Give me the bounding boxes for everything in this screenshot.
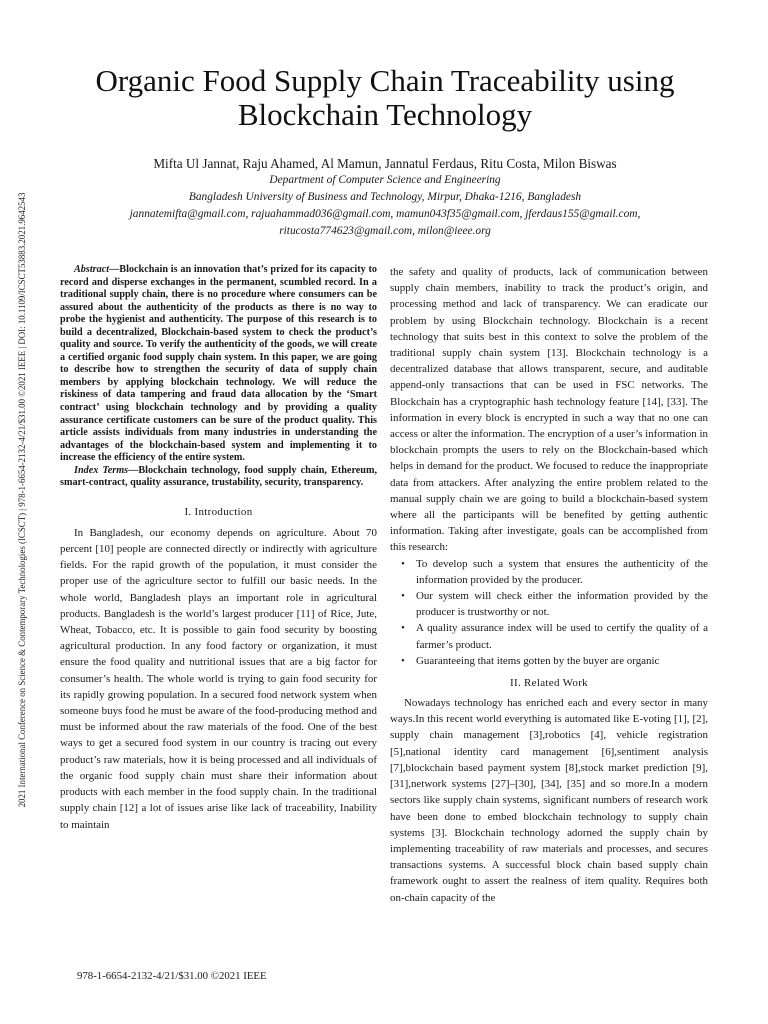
section-heading-introduction: I. Introduction <box>184 505 253 518</box>
department: Department of Computer Science and Engineering <box>269 174 501 186</box>
title-line-1: Organic Food Supply Chain Traceability using <box>95 63 675 98</box>
paper-title <box>70 64 700 132</box>
list-item: • To develop such a system that ensures the authenticity of the information provided by the producer. <box>390 556 708 588</box>
list-item: • Guaranteeing that items gotten by the buyer are organic <box>390 653 708 669</box>
title-line-2: Blockchain Technology <box>237 97 533 132</box>
author-emails-1: jannatemifta@gmail.com, rajuahammad036@gmail.com, mamun043f35@gmail.com, jferdaus155@gmail.com, <box>129 208 641 220</box>
sidebar-citation <box>2 150 42 850</box>
introduction-continued: the safety and quality of products, lack of communication between supply chain members, inability to track the product’s origin, and processing method and lack of transparency. We can eradicate our problem by using Blockchain technology. Blockchain is a recent technology that suits best in this context to solve the problem of the traditional supply chain system [13]. Blockchain technology is a decentralized database that allows transparent, secure, and auditable append-only transactions that can be used in FSC networks. The Blockchain has a cryptographic hash technology feature [14], [33]. The information in every block is encrypted in such a way that no one can access or alter the information. The encryption of a user’s information in blockchain prompts the users to rely on the Blockchain-based which helps in demand for the product. We focused to reduce the inappropriate data from attackers. After analyzing the entire problem related to the manual supply chain we are going to build a blockchain-based system where all the participants will be benefited by getting authentic information. Taking after investigate, goals can be accomplished from this research: <box>390 266 708 554</box>
goals-list <box>390 556 708 669</box>
index-terms <box>60 465 377 490</box>
right-column <box>390 264 708 906</box>
university: Bangladesh University of Business and Technology, Mirpur, Dhaka-1216, Bangladesh <box>188 191 582 203</box>
copyright-footer: 978-1-6654-2132-4/21/$31.00 ©2021 IEEE <box>77 970 267 982</box>
section-heading-related-work: II. Related Work <box>510 677 588 690</box>
index-terms-text: —Blockchain technology, food supply chain, Ethereum, smart-contract, quality assurance, trustability, security, transparency. <box>60 464 377 489</box>
abstract-label: Abstract <box>74 264 110 275</box>
introduction-paragraph: In Bangladesh, our economy depends on agriculture. About 70 percent [10] people are connected directly or indirectly with agriculture fields. For the rapid growth of the population, it must consider the proper use of the agriculture sector to fulfill our basic needs. In the whole world, Bangladesh plays an important role in agricultural products. Bangladesh is the world’s largest producer [11] of Rice, Jute, Wheat, Tobacco, etc. It is possible to gain food security by boosting agricultural production. In any food factory or organization, it must ensure the food quality and nutritional issues that are a big factor for consumer’s health. The whole world is trying to gain food security for its rapidly growing population. In a secured food network system when someone buys food he must be aware of the food-producing method and must be informed about the raw materials of the food. One of the best ways to get a secured food system in our country is tracing out every product’s raw materials, how it is being processed and all individuals of the organic food supply chain must share their information about products with each member in the food supply chain. In the traditional supply chain [12] a lot of issues arise like lack of traceability, Inability to maintain <box>60 526 377 831</box>
left-column <box>60 264 377 833</box>
list-item: • Our system will check either the information provided by the producer is trustworthy or not. <box>390 588 708 620</box>
abstract-text: —Blockchain is an innovation that’s prized for its capacity to record and disperse exchanges in the permanent, scumbled record. In a traditional supply chain, there is no procedure where consumers can be assured about the authenticity of the products as there is no way to probe the hygienist and authenticity. The purpose of this research is to build a decentralized, Blockchain-based system to check the product’s quality and source. To verify the authenticity of the goods, we will create a certified organic food supply chain system. In this paper, we are going to describe how to strengthen the security of data of supply chain members by applying blockchain technology. We will reduce the riskiness of data tampering and fraud data allocation by the ‘Smart contract’ using blockchain technology and by providing a quality assurance certificate customers can be sure of the product quality. This article assists individuals from many industries in understanding the advantages of the blockchain-based system and implementing it to increase the efficiency of the entire system. <box>60 264 377 464</box>
abstract <box>60 264 377 465</box>
affiliation-block <box>70 172 700 240</box>
list-item: • A quality assurance index will be used to certify the quality of a farmer’s product. <box>390 620 708 652</box>
index-terms-label: Index Terms <box>74 464 129 476</box>
author-emails-2: ritucosta774623@gmail.com, milon@ieee.org <box>279 225 491 237</box>
related-work-paragraph: Nowadays technology has enriched each and every sector in many ways.In this recent world everything is automated like E-voting [1], [2], supply chain management [3],robotics [4], vehicle registration [5],national identity card management [6],sentiment analysis [7],blockchain based payment system [8],stock market prediction [9], [31],network systems [27]–[30], [34], [35] and so more.In a modern sectors like supply chain systems, significant numbers of research work have been done to embed blockchain technology to supply chain systems [3]. Blockchain technology adorned the supply chain by implementing traceability of raw materials and processes, and secures transactions systems. A successful block chain based supply chain framework ought to assert the realness of item quality. Requires both on-chain capacity of the <box>390 697 708 904</box>
citation-text: 2021 International Conference on Science & Contemporary Technologies (ICSCT) | 978-1-6654-2132-4/21/$31.00 ©2021 IEEE | DOI: 10.1109/ICSCT53883.2021.9642543 <box>17 192 27 808</box>
author-list: Mifta Ul Jannat, Raju Ahamed, Al Mamun, Jannatul Ferdaus, Ritu Costa, Milon Biswas <box>153 156 617 171</box>
